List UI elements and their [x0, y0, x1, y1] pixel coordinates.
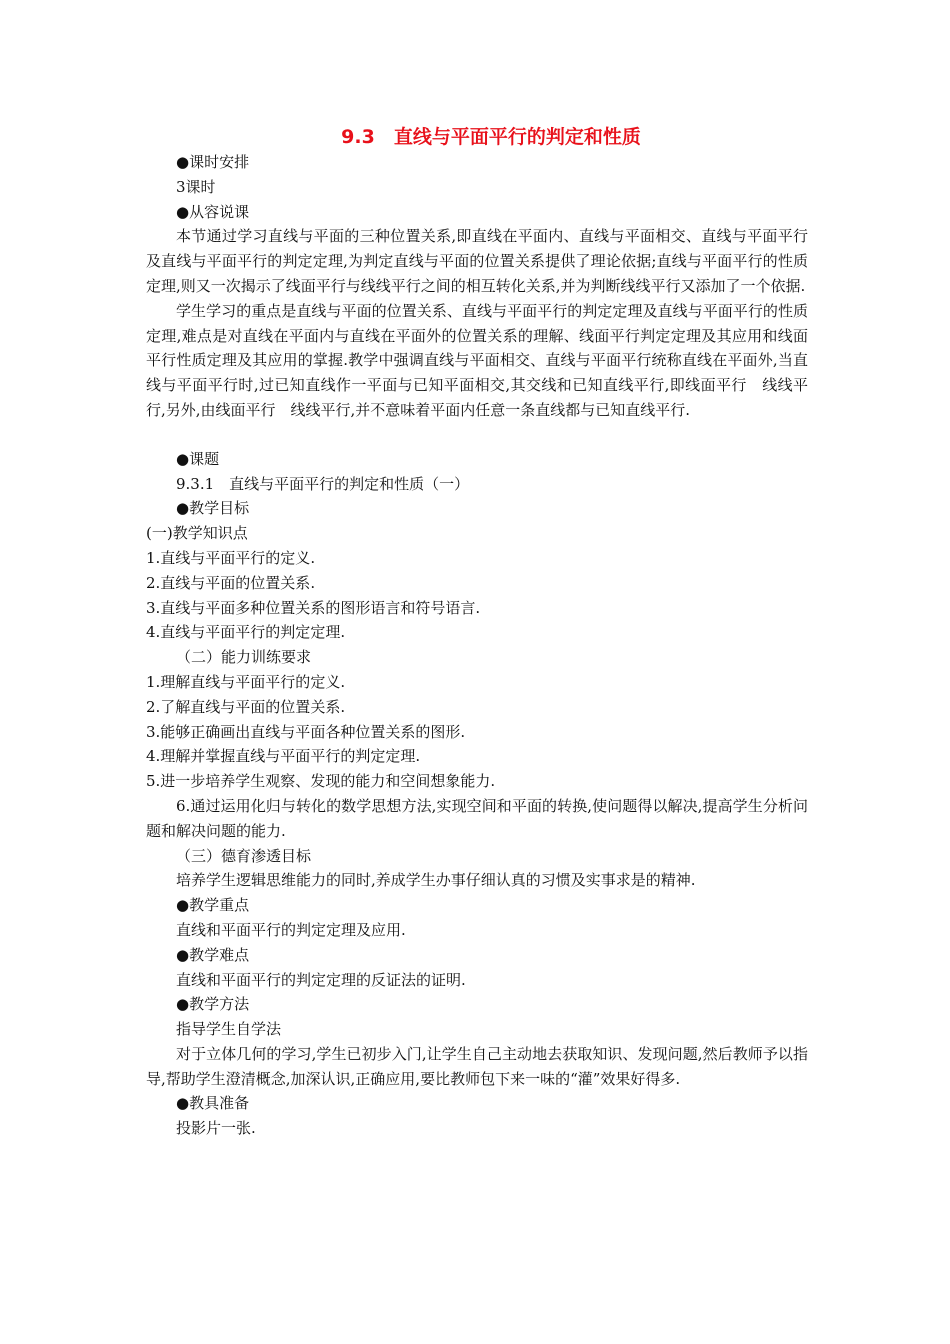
intro-heading: ●从容说课	[176, 202, 250, 221]
ability-item: 2.了解直线与平面的位置关系.	[146, 697, 346, 716]
goals-heading: ●教学目标	[176, 499, 250, 518]
tools-value: 投影片一张.	[176, 1119, 256, 1138]
topic-heading: ●课题	[176, 449, 220, 468]
moral-value: 培养学生逻辑思维能力的同时,养成学生办事仔细认真的习惯及实事求是的精神.	[176, 871, 696, 890]
intro-paragraph-1: 本节通过学习直线与平面的三种位置关系,即直线在平面内、直线与平面相交、直线与平面平行及直线与平面平行的判定定理,为判定直线与平面的位置关系提供了理论依据;直线与平面平行的性质定理,则又一次揭示了线面平行与线线平行之间的相互转化关系,并为判断线线平行又添加了一个依据.	[146, 227, 808, 295]
method-heading: ●教学方法	[176, 995, 250, 1014]
difficulty-heading: ●教学难点	[176, 945, 250, 964]
knowledge-item: 4.直线与平面平行的判定定理.	[146, 623, 346, 642]
difficulty-value: 直线和平面平行的判定定理的反证法的证明.	[176, 970, 466, 989]
key-value: 直线和平面平行的判定定理及应用.	[176, 920, 406, 939]
knowledge-heading: (一)教学知识点	[146, 524, 248, 543]
topic-value: 9.3.1 直线与平面平行的判定和性质（一）	[176, 474, 470, 493]
ability-item: 4.理解并掌握直线与平面平行的判定定理.	[146, 747, 421, 766]
knowledge-item: 1.直线与平面平行的定义.	[146, 548, 316, 567]
knowledge-item: 3.直线与平面多种位置关系的图形语言和符号语言.	[146, 598, 481, 617]
schedule-value: 3课时	[176, 177, 216, 196]
page-title: 9.3 直线与平面平行的判定和性质	[341, 126, 641, 148]
key-heading: ●教学重点	[176, 896, 250, 915]
ability-item-6: 6.通过运用化归与转化的数学思想方法,实现空间和平面的转换,使问题得以解决,提高学生分析问题和解决问题的能力.	[146, 796, 808, 840]
tools-heading: ●教具准备	[176, 1094, 250, 1113]
moral-heading: （三）德育渗透目标	[176, 846, 312, 865]
ability-item: 5.进一步培养学生观察、发现的能力和空间想象能力.	[146, 772, 496, 791]
ability-item: 1.理解直线与平面平行的定义.	[146, 672, 346, 691]
method-value: 指导学生自学法	[176, 1020, 282, 1039]
method-paragraph: 对于立体几何的学习,学生已初步入门,让学生自己主动地去获取知识、发现问题,然后教师予以指导,帮助学生澄清概念,加深认识,正确应用,要比教师包下来一味的“灌”效果好得多.	[146, 1044, 808, 1088]
spacer	[146, 423, 808, 447]
document-page	[146, 124, 808, 1141]
intro-paragraph-2: 学生学习的重点是直线与平面的位置关系、直线与平面平行的判定定理及直线与平面平行的性质定理,难点是对直线在平面内与直线在平面外的位置关系的理解、线面平行判定定理及其应用和线面平行性质定理及其应用的掌握.教学中强调直线与平面相交、直线与平面平行统称直线在平面外,当直线与平面平行时,过已知直线作一平面与已知平面相交,其交线和已知直线平行,即线面平行 线线平行,另外,由线面平行 线线平行,并不意味着平面内任意一条直线都与已知直线平行.	[146, 301, 808, 419]
ability-heading: （二）能力训练要求	[176, 648, 312, 667]
ability-item: 3.能够正确画出直线与平面各种位置关系的图形.	[146, 722, 466, 741]
knowledge-item: 2.直线与平面的位置关系.	[146, 573, 316, 592]
schedule-heading: ●课时安排	[176, 153, 250, 171]
